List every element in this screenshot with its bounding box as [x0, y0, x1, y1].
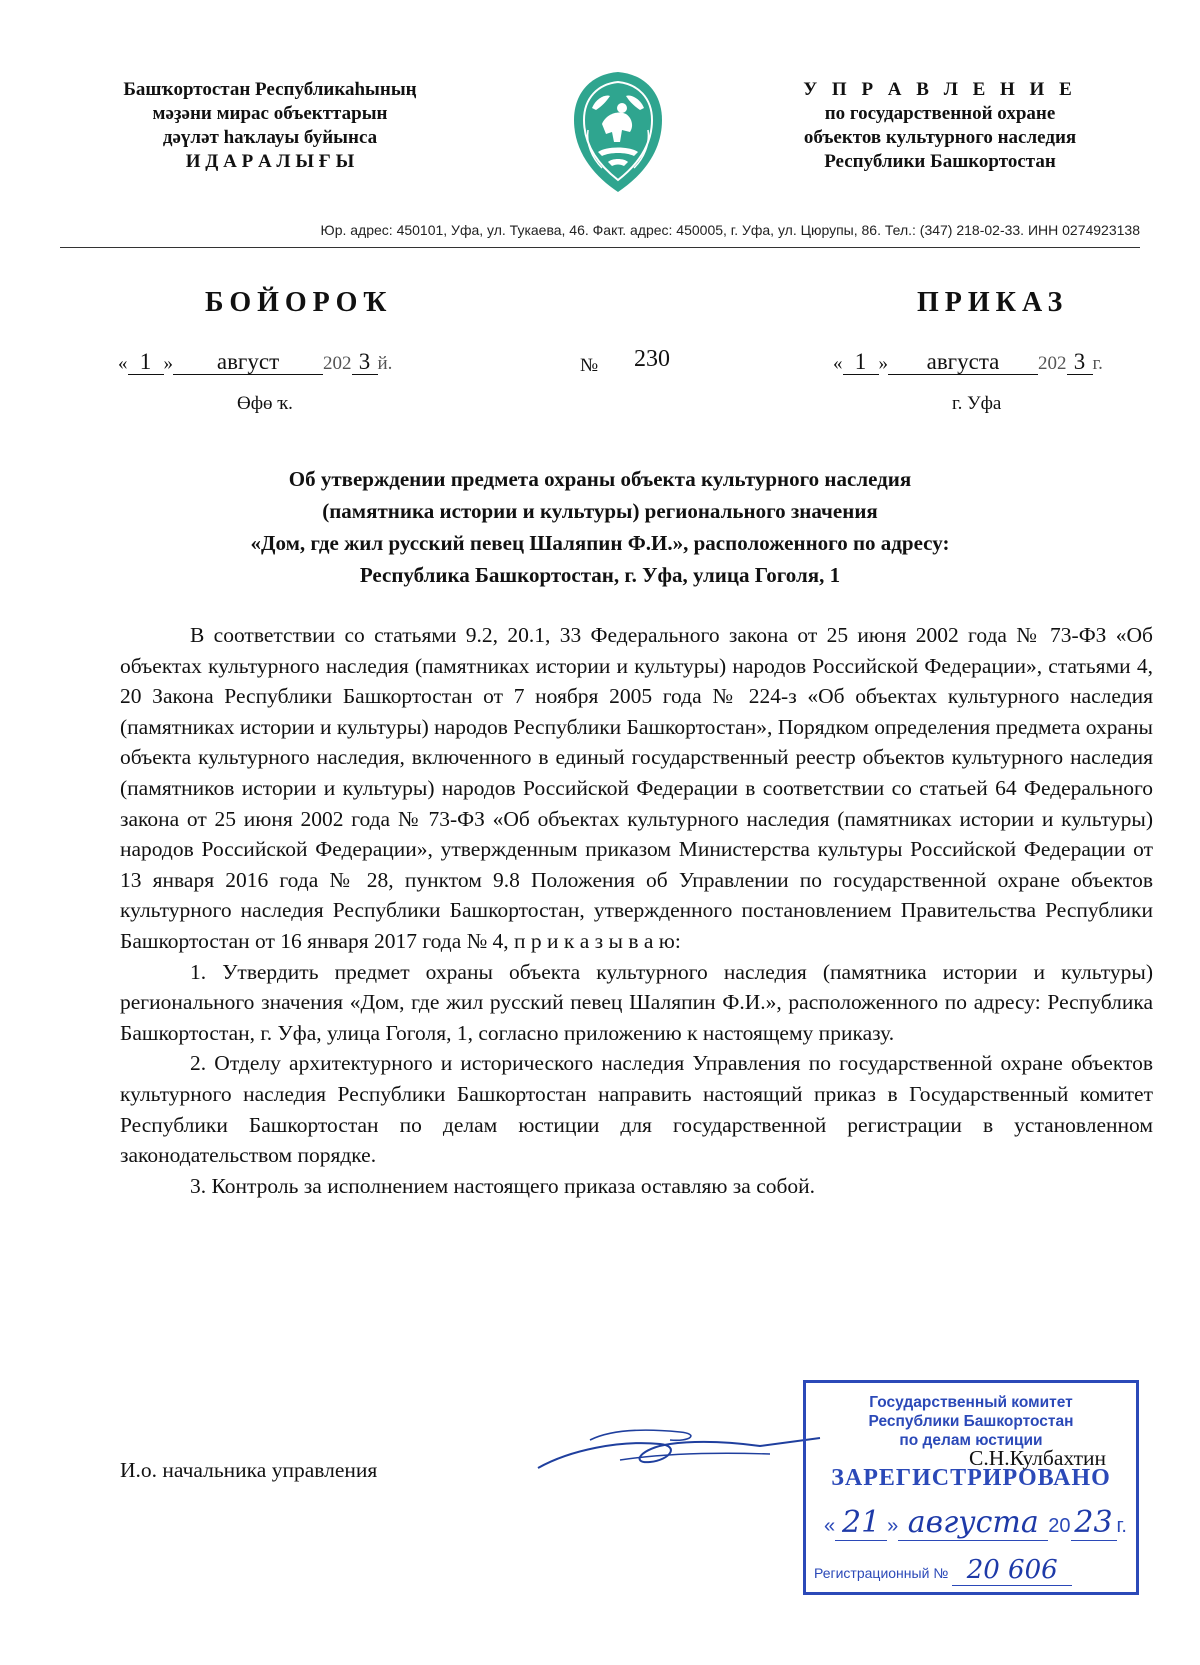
header-left-line: Башҡортостан Республикаһының	[123, 79, 417, 100]
order-number: 230	[634, 346, 670, 372]
stamp-registration	[814, 1555, 1072, 1586]
date-right-open-quote: «	[833, 353, 843, 374]
organization-address: Юр. адрес: 450101, Уфа, ул. Тукаева, 46. Факт. адрес: 450005, г. Уфа, ул. Цюрупы, 86. Тел.: (347) 218-02-33. ИНН 0274923138	[320, 222, 1140, 238]
header-russian-block	[745, 78, 1135, 174]
stamp-reg-label: Регистрационный №	[814, 1565, 949, 1581]
date-left-month: август	[173, 350, 323, 375]
stamp-date-close-quote: »	[887, 1515, 899, 1537]
stamp-date-year: 23	[1071, 1505, 1117, 1541]
preamble-paragraph: В соответствии со статьями 9.2, 20.1, 33 Федерального закона от 25 июня 2002 года № 73-ФЗ «Об объектах культурного наследия (памятниках истории и культуры) народов Российской Федерации», статьями 4, 20 Закона Республики Башкортостан от 7 ноября 2005 года № 224-з «Об объектах культурного наследия (памятниках истории и культуры) народов Республики Башкортостан», Порядком определения предмета охраны объекта культурного наследия, включенного в единый государственный реестр объектов культурного наследия (памятников истории и культуры) народов Российской Федерации в соответствии со статьей 64 Федерального закона от 25 июня 2002 года № 73-ФЗ «Об объектах культурного наследия (памятниках истории и культуры) народов Российской Федерации», утвержденным приказом Министерства культуры Российской Федерации от 13 января 2016 года № 28, пунктом 9.8 Положения об Управлении по государственной охране объектов культурного наследия Республики Башкортостан, утвержденного постановлением Правительства Республики Башкортостан от 16 января 2017 года № 4, п р и к а з ы в а ю:	[120, 623, 1153, 953]
handwritten-signature	[530, 1410, 830, 1480]
date-right-suffix: г.	[1092, 353, 1103, 374]
title-line: «Дом, где жил русский певец Шаляпин Ф.И.», расположенного по адресу:	[250, 531, 950, 555]
date-right-year-prefix: 202	[1038, 353, 1067, 374]
stamp-date-day: 21	[835, 1505, 887, 1541]
coat-of-arms-icon	[562, 68, 674, 198]
title-line: Об утверждении предмета охраны объекта культурного наследия	[288, 467, 912, 491]
date-right-close-quote: »	[878, 353, 888, 374]
order-word-bashkir: БОЙОРОҠ	[205, 287, 393, 318]
stamp-authority-line: Республики Башкортостан	[868, 1413, 1074, 1430]
order-body	[120, 620, 1153, 1201]
header-right-line: по государственной охране	[824, 103, 1056, 124]
header-right-line: У П Р А В Л Е Н И Е	[803, 79, 1077, 100]
header-divider	[60, 247, 1140, 248]
stamp-authority-line: Государственный комитет	[869, 1394, 1073, 1411]
date-right-day: 1	[843, 350, 879, 375]
city-bashkir: Өфө ҡ.	[237, 393, 293, 414]
date-left	[118, 350, 392, 375]
date-left-year-digit: 3	[352, 350, 378, 375]
stamp-reg-number: 20 606	[952, 1555, 1072, 1586]
city-russian: г. Уфа	[952, 393, 1002, 414]
date-left-day: 1	[128, 350, 164, 375]
date-right-year-digit: 3	[1067, 350, 1093, 375]
order-item-2: 2. Отделу архитектурного и исторического наследия Управления по государственной охране объектов культурного наследия Республики Башкортостан направить настоящий приказ в Государственный комитет Республики Башкортостан по делам юстиции для государственной регистрации в установленном законодательством порядке.	[120, 1051, 1153, 1168]
stamp-date-open-quote: «	[824, 1515, 836, 1537]
order-item-1: 1. Утвердить предмет охраны объекта культурного наследия (памятника истории и культуры) регионального значения «Дом, где жил русский певец Шаляпин Ф.И.», расположенного по адресу: Республика Башкортостан, г. Уфа, улица Гоголя, 1, согласно приложению к настоящему приказу.	[120, 959, 1153, 1045]
header-left-line: мәҙәни мирас объекттарын	[152, 103, 388, 124]
stamp-authority	[806, 1393, 1136, 1450]
signatory-position: И.о. начальника управления	[120, 1458, 378, 1482]
order-number-label: №	[580, 355, 599, 376]
date-right	[833, 350, 1103, 375]
header-bashkir-block	[100, 78, 440, 174]
order-item-3: 3. Контроль за исполнением настоящего приказа оставляю за собой.	[190, 1173, 816, 1198]
date-left-open-quote: «	[118, 353, 128, 374]
stamp-date-month: августа	[898, 1505, 1048, 1541]
order-word-russian: ПРИКАЗ	[917, 287, 1069, 318]
stamp-date-year-prefix: 20	[1048, 1515, 1071, 1537]
date-left-close-quote: »	[163, 353, 173, 374]
signatory-name: С.Н.Кулбахтин	[969, 1446, 1106, 1470]
title-line: Республика Башкортостан, г. Уфа, улица Гоголя, 1	[359, 563, 841, 587]
header-left-line: И Д А Р А Л Ы Ғ Ы	[185, 151, 355, 172]
order-title	[120, 463, 1080, 591]
stamp-date	[824, 1505, 1127, 1541]
stamp-date-suffix: г.	[1116, 1515, 1127, 1537]
header-right-line: объектов культурного наследия	[803, 127, 1077, 148]
date-right-month: августа	[888, 350, 1038, 375]
header-right-line: Республики Башкортостан	[824, 151, 1056, 172]
date-left-suffix: й.	[377, 353, 393, 374]
stamp-authority-line: по делам юстиции	[899, 1432, 1043, 1449]
stamp-registered: ЗАРЕГИСТРИРОВАНО	[831, 1465, 1111, 1491]
registration-stamp	[803, 1380, 1139, 1595]
date-left-year-prefix: 202	[323, 353, 352, 374]
header-left-line: дәүләт һаҡлауы буйынса	[162, 127, 378, 148]
title-line: (памятника истории и культуры) регионального значения	[322, 499, 878, 523]
